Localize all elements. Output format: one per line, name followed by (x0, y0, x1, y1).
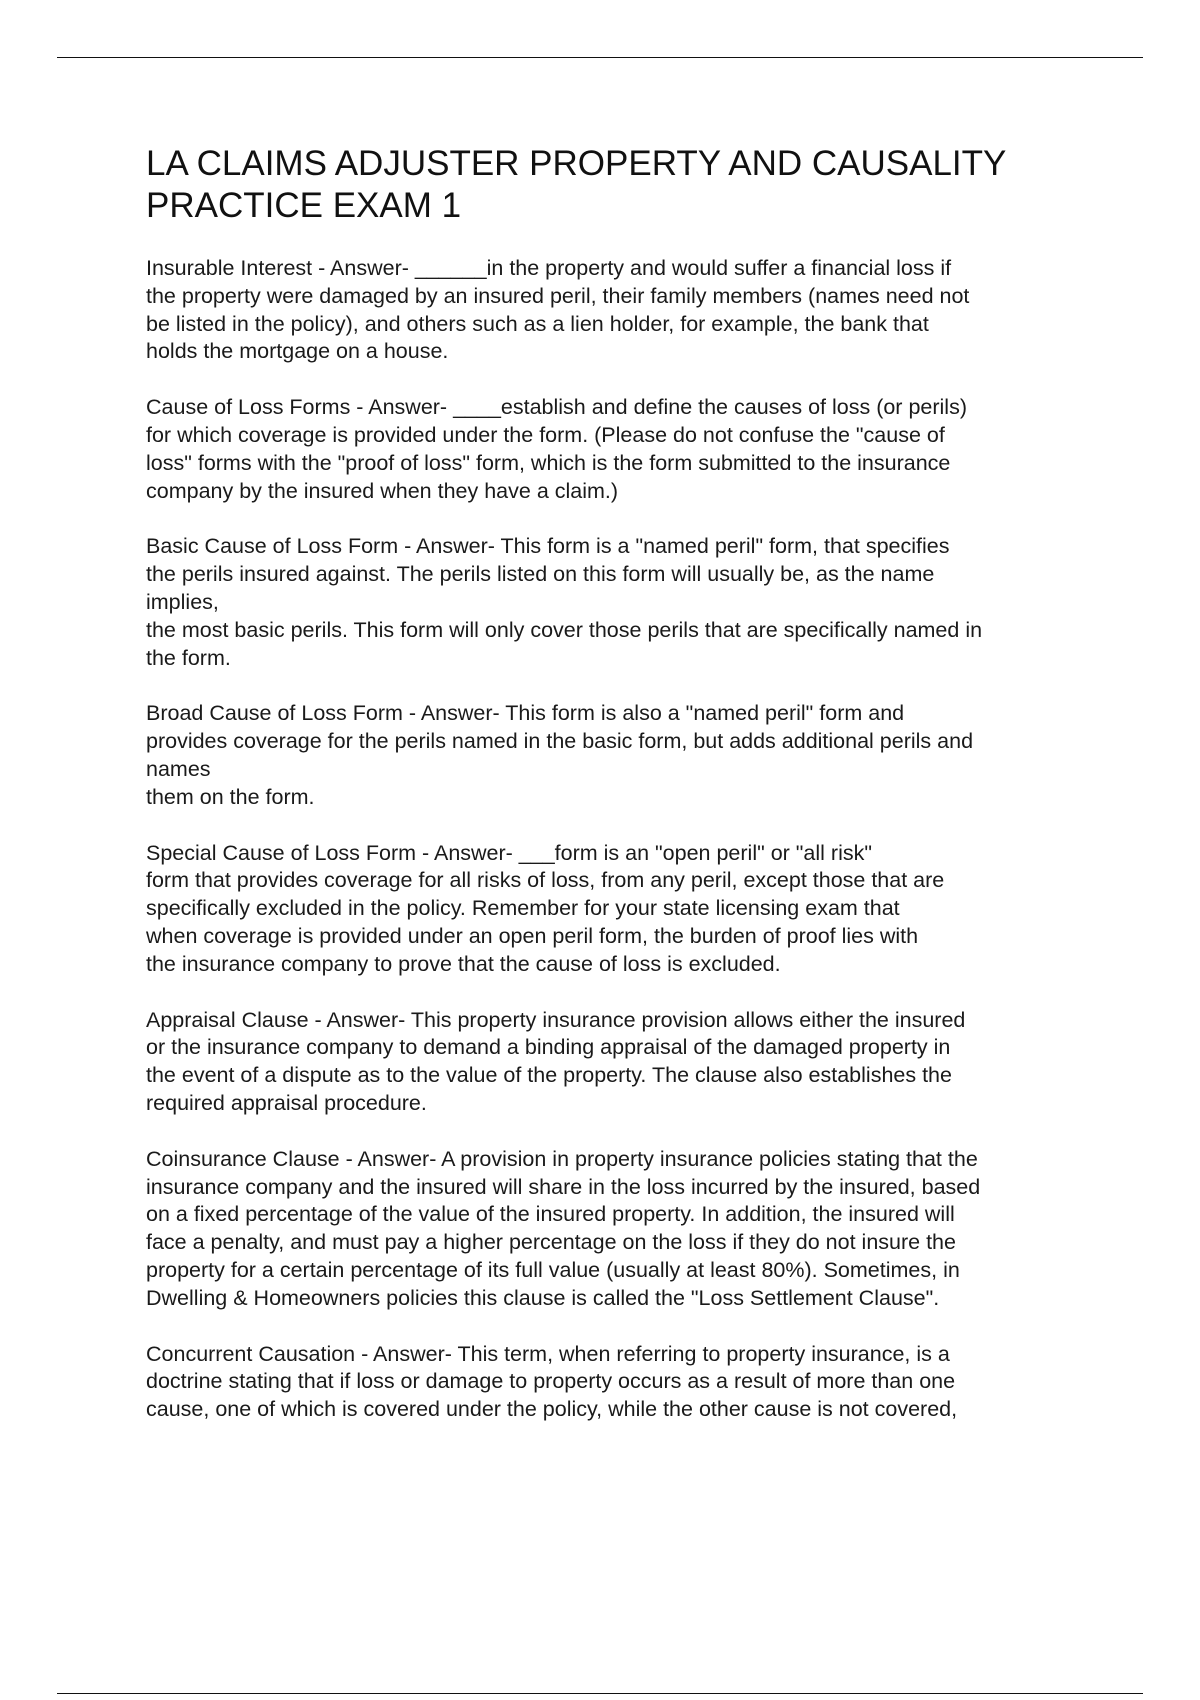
entry-special-cause-of-loss-form: Special Cause of Loss Form - Answer- ___form is an "open peril" or "all risk" form that provides coverage for all risks of loss, from any peril, except those that are specifically excluded in the policy. Remember for your state licensing exam that when coverage is provided under an open peril form, the burden of proof lies with the insurance company to prove that the cause of loss is excluded. (146, 840, 945, 976)
entry-cause-of-loss-forms: Cause of Loss Forms - Answer- ____establish and define the causes of loss (or perils) for which coverage is provided under the form. (Please do not confuse the "cause of loss" forms with the "proof of loss" form, which is the form submitted to the insurance company by the insured when they have a claim.) (146, 395, 967, 503)
entry-broad-cause-of-loss-form: Broad Cause of Loss Form - Answer- This form is also a "named peril" form and provides coverage for the perils named in the basic form, but adds additional perils and names them on the form. (146, 701, 974, 809)
entry-insurable-interest: Insurable Interest - Answer- ______in the property and would suffer a financial loss if the property were damaged by an insured peril, their family members (names need not be listed in the policy), and others such as a lien holder, for example, the bank that holds the mortgage on a house. (146, 256, 970, 364)
entry-coinsurance-clause: Coinsurance Clause - Answer- A provision in property insurance policies stating that the insurance company and the insured will share in the loss incurred by the insured, based on a fixed percentage of the value of the insured property. In addition, the insured will face a penalty, and must pay a higher percentage on the loss if they do not insure the property for a certain percentage of its full value (usually at least 80%). Sometimes, in Dwelling & Homeowners policies this clause is called the "Loss Settlement Clause". (146, 1146, 981, 1310)
document-body (146, 143, 1096, 1452)
top-divider (57, 57, 1143, 58)
entry-concurrent-causation: Concurrent Causation - Answer- This term, when referring to property insurance, is a doctrine stating that if loss or damage to property occurs as a result of more than one cause, one of which is covered under the policy, while the other cause is not covered, (146, 1341, 958, 1422)
entry-appraisal-clause: Appraisal Clause - Answer- This property insurance provision allows either the insured or the insurance company to demand a binding appraisal of the damaged property in the event of a dispute as to the value of the property. The clause also establishes the required appraisal procedure. (146, 1007, 966, 1115)
bottom-divider (57, 1693, 1143, 1694)
entry-basic-cause-of-loss-form: Basic Cause of Loss Form - Answer- This form is a "named peril" form, that specifies the perils insured against. The perils listed on this form will usually be, as the name implies, the most basic perils. This form will only cover those perils that are specifically named in the form. (146, 534, 983, 670)
document-title: LA CLAIMS ADJUSTER PROPERTY AND CAUSALITY PRACTICE EXAM 1 (146, 144, 1007, 225)
